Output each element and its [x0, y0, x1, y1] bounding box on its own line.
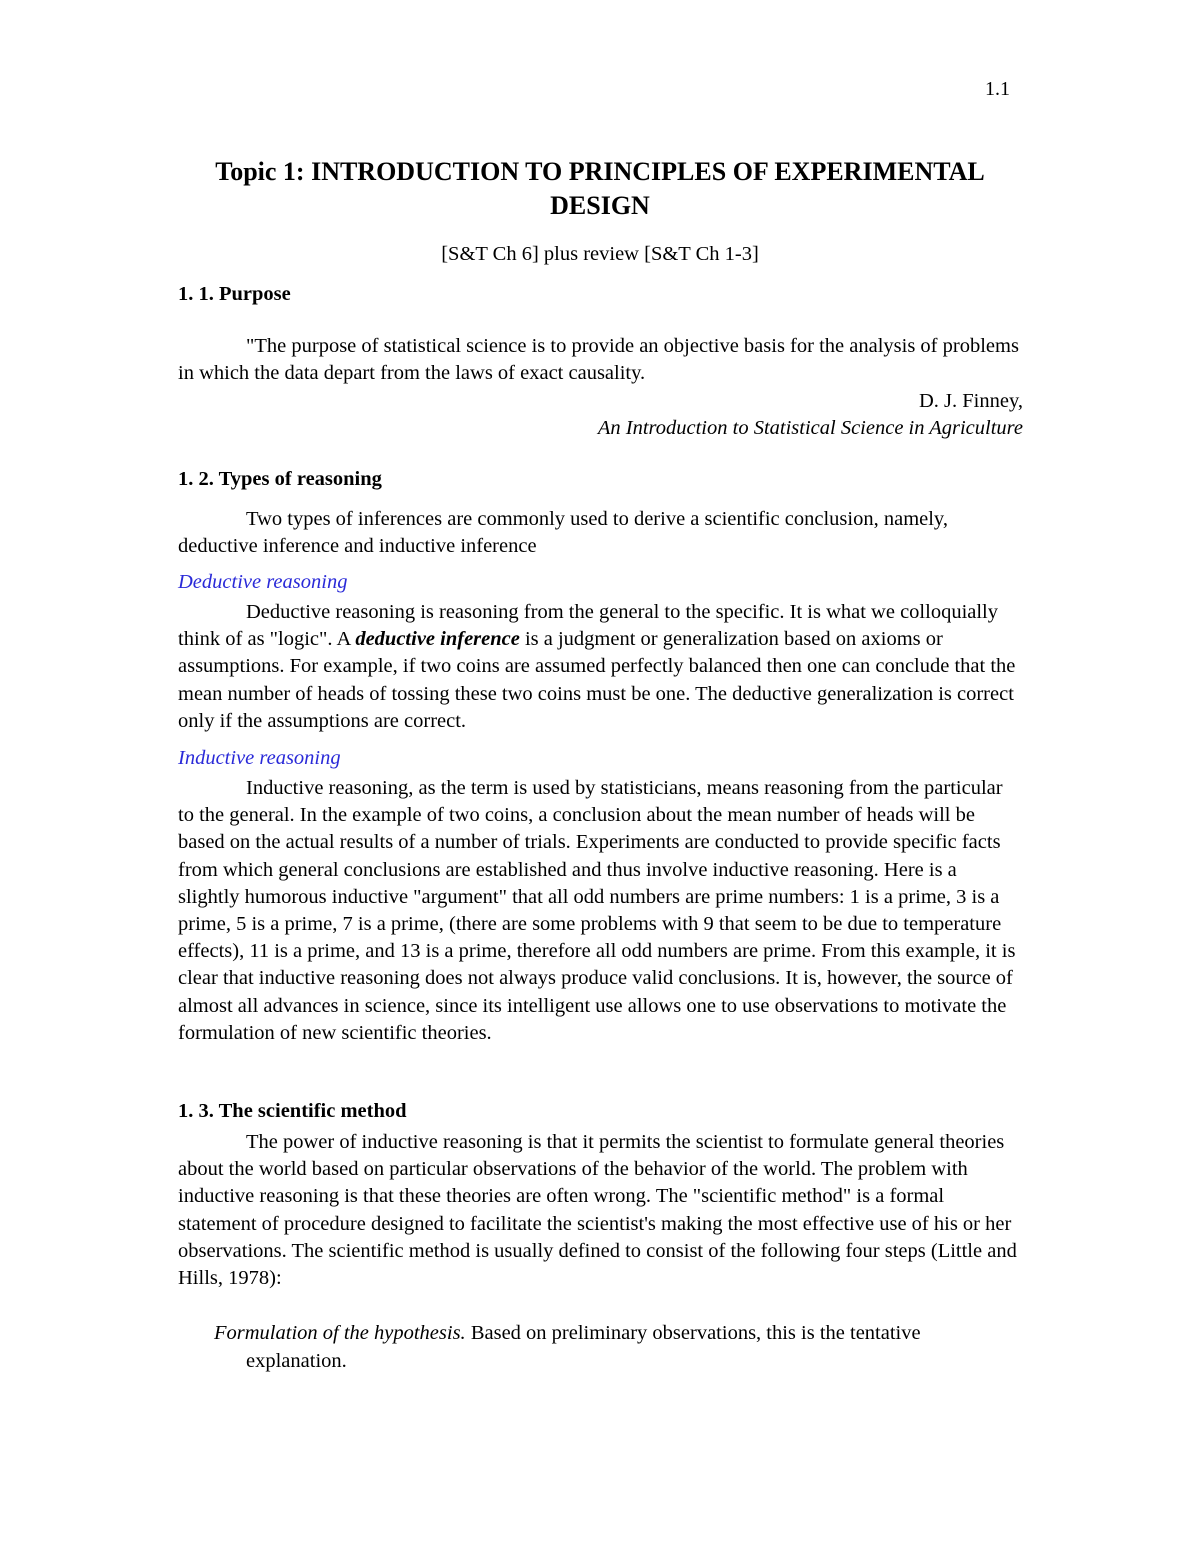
section-heading-purpose: 1. 1. Purpose: [178, 283, 291, 305]
deductive-text-part-a: Deductive reasoning is reasoning from the general to the specific. It is what we colloquially think of as "logic". A: [178, 601, 999, 651]
section-heading-types-of-reasoning: 1. 2. Types of reasoning: [178, 468, 382, 490]
title-line-2: DESIGN: [550, 191, 650, 220]
purpose-quote: "The purpose of statistical science is to provide an objective basis for the analysis of problems in which the data depart from the laws of exact causality.: [178, 335, 1019, 385]
deductive-text-part-b: is a judgment or generalization based on axioms or assumptions. For example, if two coins are assumed perfectly balanced then one can conclude that the mean number of heads of tossing these two coins must be one. The deductive generalization is correct only if the assumptions are correct.: [178, 628, 1016, 732]
subheading-deductive-reasoning: Deductive reasoning: [178, 571, 348, 593]
method-step-1: [214, 1319, 1006, 1375]
step-1-term: Formulation of the hypothesis.: [214, 1322, 466, 1344]
quote-book-title: An Introduction to Statistical Science in Agriculture: [597, 417, 1023, 439]
deductive-paragraph: [178, 599, 1023, 735]
title-line-1: Topic 1: INTRODUCTION TO PRINCIPLES OF EXPERIMENTAL: [215, 157, 985, 186]
section-heading-scientific-method: 1. 3. The scientific method: [178, 1100, 407, 1122]
quote-author: D. J. Finney,: [918, 390, 1023, 412]
scientific-method-paragraph: The power of inductive reasoning is that it permits the scientist to formulate general theories about the world based on particular observations of the behavior of the world. The problem with inductive reasoning is that these theories are often wrong. The "scientific method" is a formal statement of procedure designed to facilitate the scientist's making the most effective use of his or her observations. The scientific method is usually defined to consist of the following four steps (Little and Hills, 1978):: [178, 1131, 1017, 1290]
reasoning-intro: Two types of inferences are commonly used to derive a scientific conclusion, namely, deductive inference and inductive inference: [178, 508, 948, 558]
step-1-text: Based on preliminary observations, this is the tentative explanation.: [246, 1322, 921, 1372]
page-number: 1.1: [985, 78, 1010, 100]
subheading-inductive-reasoning: Inductive reasoning: [178, 747, 341, 769]
inductive-paragraph: Inductive reasoning, as the term is used by statisticians, means reasoning from the particular to the general. In the example of two coins, a conclusion about the mean number of heads will be based on the actual results of a number of trials. Experiments are conducted to provide specific facts from which general conclusions are established and thus involve inductive reasoning. Here is a slightly humorous inductive "argument" that all odd numbers are prime numbers: 1 is a prime, 3 is a prime, 5 is a prime, 7 is a prime, (there are some problems with 9 that seem to be due to temperature effects), 11 is a prime, and 13 is a prime, therefore all odd numbers are prime. From this example, it is clear that inductive reasoning does not always produce valid conclusions. It is, however, the source of almost all advances in science, since its intelligent use allows one to use observations to motivate the formulation of new scientific theories.: [178, 777, 1016, 1044]
page-title: [150, 155, 1050, 223]
deductive-inference-term: deductive inference: [355, 628, 520, 651]
chapter-reference: [S&T Ch 6] plus review [S&T Ch 1-3]: [441, 243, 759, 265]
